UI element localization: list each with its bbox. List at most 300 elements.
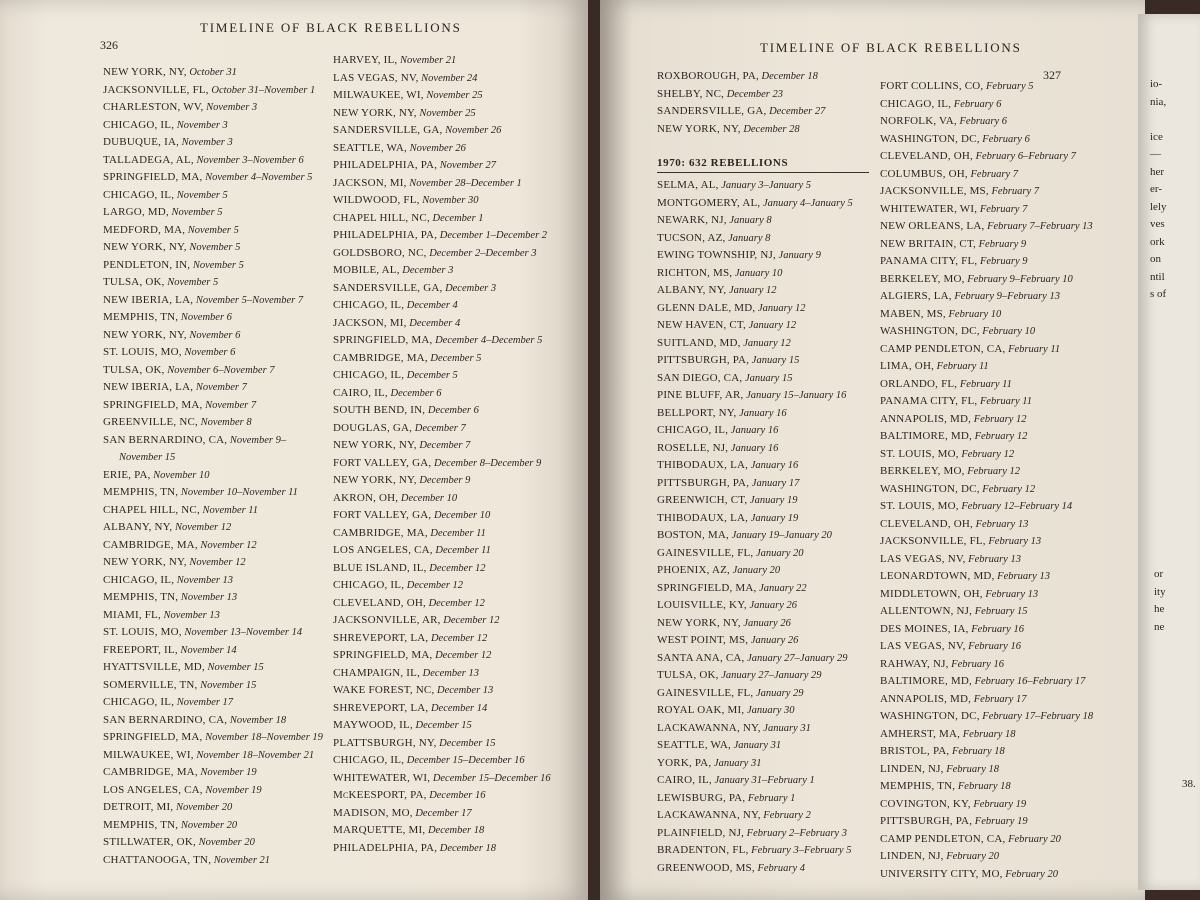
timeline-entry (103, 502, 323, 520)
entry-place: PHOENIX, AZ, (657, 564, 730, 576)
timeline-entry (103, 432, 323, 450)
entry-place: MEMPHIS, TN, (103, 818, 179, 831)
entry-place: CHICAGO, IL, (103, 696, 175, 708)
timeline-entry (880, 341, 1093, 359)
timeline-entry (657, 650, 869, 668)
entry-place: SHELBY, NC, (657, 87, 725, 100)
timeline-entry (657, 86, 869, 104)
timeline-entry (657, 68, 869, 86)
right-column-1-top (657, 68, 869, 138)
entry-date: January 30 (744, 705, 795, 716)
timeline-entry (333, 140, 551, 158)
entry-date: November 5 (174, 189, 228, 201)
entry-place: MABEN, MS, (880, 307, 946, 320)
timeline-entry (333, 122, 551, 140)
entry-date: January 9 (775, 250, 821, 261)
entry-place: SPRINGFIELD, MA, (333, 649, 433, 661)
timeline-entry (333, 350, 551, 368)
entry-date: December 28 (740, 123, 800, 135)
timeline-entry (880, 498, 1093, 516)
timeline-entry (103, 64, 323, 82)
entry-date-continuation: November 15 (119, 452, 176, 463)
entry-place: BRADENTON, FL, (657, 844, 749, 856)
entry-place: SEATTLE, WA, (333, 141, 407, 154)
timeline-entry (103, 379, 323, 397)
entry-date: January 4–January 5 (760, 197, 853, 209)
entry-date: December 6 (387, 387, 442, 399)
entry-date: February 9–February 13 (951, 291, 1060, 302)
entry-date: February 19 (970, 798, 1027, 810)
entry-place: GLENN DALE, MD, (657, 301, 756, 314)
entry-date: February 13 (972, 518, 1029, 530)
entry-date: February 9 (977, 256, 1028, 267)
timeline-entry (103, 204, 323, 222)
entry-date: February 17 (971, 693, 1027, 705)
timeline-entry (103, 554, 323, 572)
entry-place: GOLDSBORO, NC, (333, 246, 427, 259)
entry-place: SOUTH BEND, IN, (333, 404, 426, 416)
entry-date: February 18 (943, 763, 1000, 775)
text-fragment: ne (1154, 620, 1165, 633)
entry-place: ALLENTOWN, NJ, (880, 605, 973, 617)
entry-place: THIBODAUX, LA, (657, 459, 749, 471)
entry-date: January 19–January 20 (728, 530, 832, 541)
entry-date: December 10 (431, 510, 491, 521)
entry-place: SAN BERNARDINO, CA, (103, 713, 228, 726)
timeline-entry (333, 105, 551, 123)
entry-place: ANNAPOLIS, MD, (880, 412, 972, 425)
entry-place: SHREVEPORT, LA, (333, 631, 429, 644)
entry-date: November 5 (168, 207, 223, 218)
entry-place: SANDERSVILLE, GA, (333, 281, 443, 294)
timeline-entry (880, 708, 1093, 726)
timeline-entry (103, 257, 323, 275)
timeline-entry (333, 630, 551, 648)
timeline-entry (333, 262, 551, 280)
entry-date: February 10 (979, 326, 1036, 337)
timeline-entry (103, 624, 323, 642)
entry-place: HYATTSVILLE, MD, (103, 661, 205, 673)
entry-place: SPRINGFIELD, MA, (103, 398, 203, 411)
timeline-entry (333, 770, 551, 788)
entry-date: January 15 (742, 372, 793, 384)
entry-date: November 18–November 21 (193, 749, 315, 761)
timeline-entry (880, 691, 1093, 709)
timeline-entry (333, 157, 551, 175)
entry-place: ALGIERS, LA, (880, 290, 952, 302)
entry-place: CHAMPAIGN, IL, (333, 666, 421, 679)
entry-place: WASHINGTON, DC, (880, 325, 980, 337)
entry-date: December 15 (412, 720, 472, 731)
entry-date: December 1–December 2 (437, 230, 548, 241)
timeline-entry (333, 245, 551, 263)
timeline-entry (657, 825, 869, 843)
entry-place: WAKE FOREST, NC, (333, 684, 435, 696)
entry-place: SELMA, AL, (657, 179, 719, 191)
entry-place: PLAINFIELD, NJ, (657, 826, 745, 839)
entry-date: January 27–January 29 (718, 670, 822, 681)
text-fragment: her (1150, 165, 1165, 178)
entry-date: February 2 (760, 810, 811, 821)
entry-date: November 12 (186, 557, 246, 568)
entry-place: FORT COLLINS, CO, (880, 80, 984, 92)
timeline-entry (880, 253, 1093, 271)
timeline-entry (103, 99, 323, 117)
timeline-entry (103, 799, 323, 817)
entry-date: January 16 (748, 460, 799, 471)
entry-place: NORFOLK, VA, (880, 115, 957, 127)
text-fragment: ork (1150, 235, 1165, 248)
entry-place: JACKSON, MI, (333, 176, 407, 189)
text-fragment: er- (1150, 183, 1162, 195)
timeline-entry (333, 490, 551, 508)
entry-date: November 15 (197, 679, 257, 691)
entry-place: TULSA, OK, (103, 276, 165, 288)
entry-place: FREEPORT, IL, (103, 643, 178, 656)
entry-place: LOS ANGELES, CA, (103, 783, 203, 796)
entry-date: February 16 (965, 641, 1021, 652)
running-head-left: TIMELINE OF BLACK REBELLIONS (200, 20, 462, 35)
entry-place: MADISON, MO, (333, 806, 413, 819)
timeline-entry (333, 822, 551, 840)
timeline-entry (333, 210, 551, 228)
timeline-entry (880, 288, 1093, 306)
timeline-entry (880, 761, 1093, 779)
entry-place: PITTSBURGH, PA, (657, 476, 750, 489)
timeline-entry (103, 852, 323, 870)
entry-date: November 26 (442, 125, 502, 136)
entry-place: BERKELEY, MO, (880, 465, 965, 477)
entry-place: ERIE, PA, (103, 468, 151, 481)
entry-place: ROYAL OAK, MI, (657, 704, 745, 716)
entry-date: December 12 (426, 562, 486, 574)
timeline-entry (657, 492, 869, 510)
entry-place: COLUMBUS, OH, (880, 167, 968, 180)
entry-place: NEW ORLEANS, LA, (880, 220, 985, 232)
entry-place: SPRINGFIELD, MA, (657, 581, 757, 594)
entry-place: CHARLESTON, WV, (103, 101, 204, 113)
entry-date: February 16–February 17 (971, 676, 1086, 687)
entry-date: January 8 (726, 215, 772, 226)
timeline-entry (103, 274, 323, 292)
entry-place: CLEVELAND, OH, (880, 517, 973, 530)
entry-date: December 15–December 16 (404, 755, 525, 766)
entry-place: PHILADELPHIA, PA, (333, 159, 438, 171)
timeline-entry (657, 807, 869, 825)
timeline-entry (657, 667, 869, 685)
entry-place: NEW IBERIA, LA, (103, 381, 194, 393)
timeline-entry (880, 358, 1093, 376)
entry-date: January 27–January 29 (744, 652, 848, 664)
entry-place: LINDEN, NJ, (880, 762, 944, 775)
timeline-entry (880, 796, 1093, 814)
timeline-entry (103, 537, 323, 555)
entry-date: December 13 (420, 667, 479, 679)
entry-place: CHICAGO, IL, (333, 754, 405, 766)
entry-place: CLEVELAND, OH, (333, 596, 426, 609)
timeline-entry (880, 236, 1093, 254)
timeline-entry (880, 201, 1093, 219)
entry-date: February 18 (960, 728, 1016, 740)
entry-place: SPRINGFIELD, MA, (333, 334, 433, 346)
entry-place: WASHINGTON, DC, (880, 132, 980, 145)
text-fragment: ice (1150, 130, 1163, 143)
entry-date: February 6 (956, 116, 1008, 127)
entry-date: January 16 (736, 407, 787, 419)
timeline-entry (880, 183, 1093, 201)
entry-date: December 5 (427, 352, 482, 364)
timeline-entry (880, 78, 1093, 96)
timeline-entry (333, 227, 551, 245)
entry-place: LACKAWANNA, NY, (657, 721, 761, 734)
entry-place: GREENVILLE, NC, (103, 416, 198, 428)
entry-place: YORK, PA, (657, 756, 712, 769)
entry-date: December 10 (398, 492, 458, 504)
timeline-entry (657, 545, 869, 563)
entry-date: February 20 (1005, 833, 1061, 845)
entry-date: November 13 (178, 592, 238, 603)
entry-date: December 1 (429, 212, 484, 224)
entry-date: November 13–November 14 (181, 627, 303, 638)
timeline-entry (333, 665, 551, 683)
entry-place: ANNAPOLIS, MD, (880, 692, 972, 705)
entry-date: November 8 (197, 417, 252, 428)
text-fragment: or (1154, 568, 1164, 580)
entry-date: February 7 (967, 168, 1019, 180)
entry-place: SHREVEPORT, LA, (333, 701, 429, 714)
timeline-entry (103, 572, 323, 590)
timeline-entry (657, 475, 869, 493)
timeline-entry (333, 52, 551, 70)
entry-place: CHICAGO, IL, (657, 424, 729, 436)
entry-date: February 15 (972, 606, 1028, 617)
timeline-entry (657, 842, 869, 860)
timeline-entry (657, 212, 869, 230)
entry-date: January 17 (749, 477, 800, 489)
entry-place: CHICAGO, IL, (333, 369, 405, 381)
entry-date: November 26 (407, 142, 466, 154)
timeline-entry (657, 103, 869, 121)
timeline-entry (657, 860, 869, 878)
entry-date: February 10 (945, 308, 1002, 320)
entry-date: December 7 (412, 422, 466, 434)
entry-date: November 5 (190, 259, 244, 271)
text-fragment: s of (1150, 288, 1167, 300)
timeline-entry (333, 402, 551, 420)
entry-place: AKRON, OH, (333, 491, 399, 504)
entry-place: FORT VALLEY, GA, (333, 509, 432, 521)
timeline-entry (333, 787, 551, 805)
timeline-entry (657, 685, 869, 703)
entry-place: CLEVELAND, OH, (880, 150, 973, 162)
timeline-entry (103, 362, 323, 380)
entry-date: November 25 (416, 107, 476, 119)
entry-place: SANDERSVILLE, GA, (657, 105, 767, 117)
entry-date: December 12 (440, 615, 500, 626)
entry-date: January 31 (760, 722, 811, 734)
entry-date: February 5 (983, 81, 1034, 92)
timeline-entry (657, 335, 869, 353)
entry-place: MILWAUKEE, WI, (333, 89, 424, 101)
timeline-entry (103, 187, 323, 205)
entry-date: November 20 (195, 837, 255, 848)
entry-date: December 18 (437, 842, 497, 854)
entry-date: January 16 (728, 442, 779, 454)
entry-place: LAS VEGAS, NV, (880, 640, 966, 652)
timeline-entry (657, 597, 869, 615)
timeline-entry (333, 577, 551, 595)
entry-date: December 2–December 3 (426, 247, 537, 259)
entry-place: DUBUQUE, IA, (103, 136, 180, 148)
timeline-entry (880, 393, 1093, 411)
entry-date: January 22 (756, 582, 807, 594)
section-heading-1970: 1970: 632 REBELLIONS (657, 156, 869, 173)
entry-date: November 9– (227, 434, 287, 446)
entry-place: NEW YORK, NY, (103, 328, 187, 341)
entry-date: December 12 (404, 580, 464, 591)
entry-place: DES MOINES, IA, (880, 622, 969, 635)
entry-date: December 3 (399, 265, 454, 276)
timeline-entry (103, 152, 323, 170)
entry-place: NEW YORK, NY, (103, 66, 187, 78)
entry-place: ORLANDO, FL, (880, 377, 958, 390)
entry-place: CAMBRIDGE, MA, (333, 351, 428, 364)
entry-place: BALTIMORE, MD, (880, 675, 972, 687)
entry-date: January 12 (755, 302, 806, 314)
entry-place: BERKELEY, MO, (880, 272, 965, 285)
entry-place: MEMPHIS, TN, (103, 591, 179, 603)
timeline-entry (657, 510, 869, 528)
entry-date: November 21 (211, 854, 271, 866)
entry-date: February 2–February 3 (744, 827, 847, 839)
entry-date: November 13 (160, 609, 220, 621)
entry-date: November 25 (423, 90, 483, 101)
page-number-left: 326 (100, 38, 118, 52)
entry-date: November 20 (178, 819, 238, 831)
entry-date: February 3–February 5 (748, 845, 852, 856)
entry-place: CHICAGO, IL, (103, 188, 175, 201)
entry-date: February 12 (964, 466, 1021, 477)
timeline-entry (333, 612, 551, 630)
timeline-entry (333, 560, 551, 578)
timeline-entry (880, 848, 1093, 866)
entry-place: NEW YORK, NY, (333, 106, 417, 119)
entry-date: December 5 (404, 370, 458, 381)
timeline-entry (880, 813, 1093, 831)
entry-place: CAMBRIDGE, MA, (103, 538, 198, 551)
entry-place: MIAMI, FL, (103, 608, 161, 621)
timeline-entry (880, 586, 1093, 604)
entry-date: December 18 (758, 71, 818, 82)
timeline-entry (657, 527, 869, 545)
timeline-entry (657, 247, 869, 265)
running-head-right: TIMELINE OF BLACK REBELLIONS (760, 40, 1022, 55)
entry-date: January 19 (748, 512, 799, 524)
timeline-entry (880, 376, 1093, 394)
entry-place: PHILADELPHIA, PA, (333, 229, 438, 241)
entry-date: February 20 (943, 851, 1000, 862)
entry-place: ST. LOUIS, MO, (880, 447, 959, 460)
entry-place: GREENWOOD, MS, (657, 861, 755, 874)
text-fragment: ves (1150, 218, 1165, 230)
entry-place: CHICAGO, IL, (333, 579, 405, 591)
timeline-entry (103, 414, 323, 432)
entry-place: SPRINGFIELD, MA, (103, 171, 203, 183)
entry-date: November 20 (173, 802, 233, 813)
entry-date: February 13 (982, 588, 1039, 600)
entry-place: LEWISBURG, PA, (657, 791, 746, 804)
entry-date: November 12 (197, 539, 257, 551)
timeline-entry (657, 772, 869, 790)
entry-date: November 3 (174, 119, 228, 131)
entry-place: ALBANY, NY, (657, 284, 727, 296)
timeline-entry (333, 385, 551, 403)
entry-place: ST. LOUIS, MO, (880, 500, 959, 512)
entry-place: TALLADEGA, AL, (103, 153, 194, 166)
timeline-entry (880, 131, 1093, 149)
entry-date: November 15 (204, 662, 264, 673)
entry-place: SOMERVILLE, TN, (103, 678, 198, 691)
timeline-entry (657, 755, 869, 773)
entry-date: November 19 (202, 784, 262, 796)
entry-date: November 3 (179, 137, 233, 148)
timeline-entry (880, 481, 1093, 499)
next-page-fragments-bottom (1150, 566, 1166, 636)
timeline-entry (657, 790, 869, 808)
timeline-entry (103, 589, 323, 607)
entry-place: NEW HAVEN, CT, (657, 319, 746, 331)
timeline-entry (103, 712, 323, 730)
entry-place: CAMP PENDLETON, CA, (880, 342, 1006, 355)
entry-date: January 15 (749, 355, 800, 366)
entry-place: CHAPEL HILL, NC, (333, 211, 430, 224)
text-fragment: ntil (1150, 270, 1165, 283)
entry-place: LAS VEGAS, NV, (880, 552, 966, 565)
timeline-entry (333, 507, 551, 525)
entry-place: BRISTOL, PA, (880, 745, 950, 757)
text-fragment (1146, 111, 1167, 129)
entry-date: January 15–January 16 (743, 390, 847, 401)
timeline-entry (657, 195, 869, 213)
entry-date: November 5 (185, 224, 239, 236)
entry-place: ALBANY, NY, (103, 521, 173, 533)
entry-place: ROXBOROUGH, PA, (657, 70, 759, 82)
entry-date: February 11 (934, 361, 989, 372)
timeline-entry (333, 367, 551, 385)
entry-date: February 18 (949, 746, 1005, 757)
timeline-entry (103, 467, 323, 485)
entry-date: November 6 (186, 329, 241, 341)
entry-place: COVINGTON, KY, (880, 797, 971, 810)
timeline-entry (657, 422, 869, 440)
timeline-entry (880, 656, 1093, 674)
entry-place: PINE BLUFF, AR, (657, 389, 744, 401)
entry-place: MEMPHIS, TN, (103, 311, 179, 323)
entry-place: NEW YORK, NY, (657, 122, 741, 135)
entry-date: February 12 (971, 413, 1027, 425)
entry-place: CHICAGO, IL, (103, 573, 175, 586)
entry-date: November 18–November 19 (202, 732, 323, 743)
entry-date: February 13 (994, 571, 1050, 582)
entry-date: January 12 (726, 285, 777, 296)
next-page-edge (1138, 14, 1200, 890)
entry-date: December 15 (436, 737, 496, 749)
entry-place: PENDLETON, IN, (103, 258, 191, 271)
entry-place: CAMP PENDLETON, CA, (880, 832, 1006, 845)
timeline-entry (880, 726, 1093, 744)
timeline-entry (657, 615, 869, 633)
entry-place: NEW BRITAIN, CT, (880, 237, 977, 250)
